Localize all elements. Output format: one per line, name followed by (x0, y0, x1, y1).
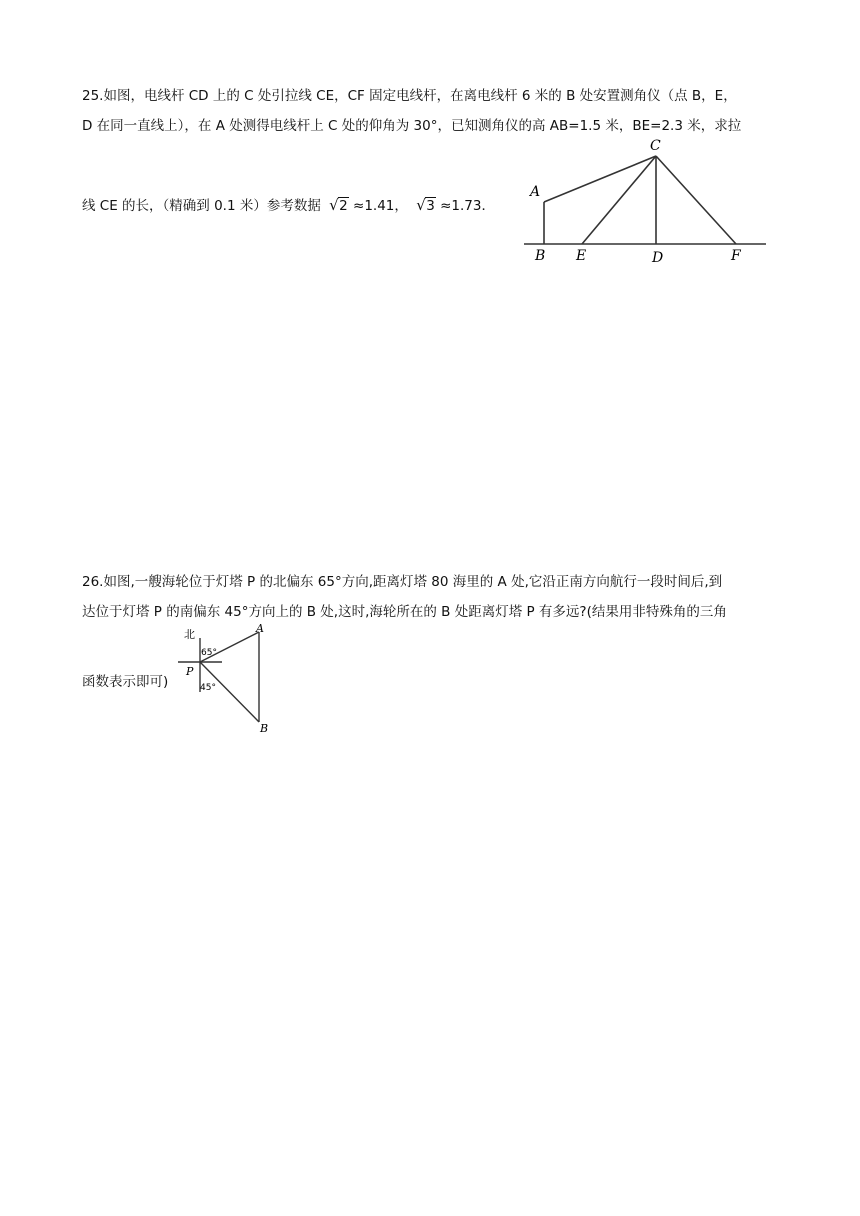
label-p: P (186, 665, 194, 678)
q25-text-line3 (82, 196, 495, 216)
wire-ce (582, 156, 656, 244)
wire-cf (656, 156, 736, 244)
north-label: 北 (184, 628, 195, 641)
q26-figure (170, 620, 280, 736)
q26-text-line1: 26.如图,一艘海轮位于灯塔 P 的北偏东 65°方向,距离灯塔 80 海里的 A 处,它沿正南方向航行一段时间后,到 (82, 574, 723, 590)
label-b: B (260, 722, 269, 735)
label-c: C (650, 138, 661, 154)
q25-text-line3-prefix: 线 CE 的长，（精确到 0.1 米）参考数据 (82, 198, 321, 214)
label-f: F (731, 248, 741, 264)
label-a: A (530, 184, 541, 200)
q26-text-line2: 达位于灯塔 P 的南偏东 45°方向上的 B 处,这时,海轮所在的 B 处距离灯塔 P 有多远?(结果用非特殊角的三角 (82, 604, 727, 620)
label-a: A (256, 622, 264, 635)
q25-figure (520, 136, 770, 266)
approx-2: ≈1.41， (353, 198, 408, 214)
label-b: B (535, 248, 546, 264)
sqrt-2: √ 2 (329, 196, 348, 214)
q25-text-line1: 25.如图，电线杆 CD 上的 C 处引拉线 CE，CF 固定电线杆，在离电线杆 6 米的 B 处安置测角仪（点 B，E， (82, 88, 737, 104)
angle-45-label: 45° (200, 683, 216, 693)
q25-text-line2: D 在同一直线上），在 A 处测得电线杆上 C 处的仰角为 30°，已知测角仪的高 AB=1.5 米，BE=2.3 米，求拉 (82, 118, 742, 134)
sqrt-3: √ 3 (416, 196, 435, 214)
angle-65-label: 65° (201, 648, 217, 658)
segment-ac (544, 156, 656, 202)
label-d: D (652, 250, 664, 266)
approx-3: ≈1.73． (440, 198, 495, 214)
label-e: E (576, 248, 587, 264)
q26-text-line3: 函数表示即可) (82, 674, 169, 690)
